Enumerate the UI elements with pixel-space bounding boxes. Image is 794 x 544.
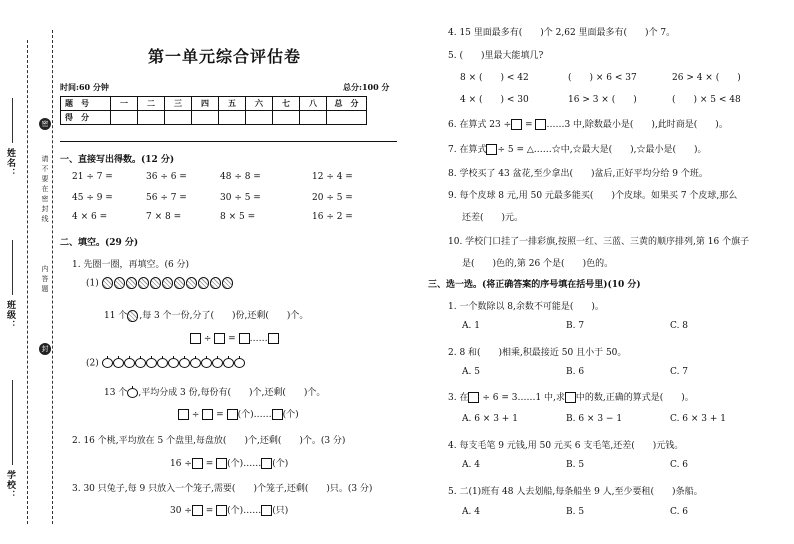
answer-box[interactable] — [178, 409, 189, 420]
q-text: 中的数,正确的算式是( )。 — [575, 393, 694, 403]
unit: (个) — [227, 459, 244, 469]
mc-option[interactable]: C. 8 — [670, 321, 689, 331]
inequality-item: 26 > 4 × ( ) — [672, 73, 741, 83]
apple-icon — [146, 358, 157, 368]
q-text: ÷ 6 = 3……1 中,求 — [482, 393, 565, 403]
apple-icon — [168, 358, 179, 368]
strawberry-icon — [127, 310, 138, 322]
calc-item: 56 ÷ 7 = — [146, 193, 187, 203]
apple-icon — [201, 358, 212, 368]
apple-icon — [179, 358, 190, 368]
mc-option[interactable]: B. 6 — [566, 367, 585, 377]
strawberry-icon — [126, 277, 137, 289]
calc-item: 20 ÷ 5 = — [312, 193, 353, 203]
question-2-10-line1: 10. 学校门口挂了一排彩旗,按照一红、三蓝、三黄的顺序排列,第 16 个旗子 — [448, 237, 750, 247]
answer-box[interactable] — [261, 458, 272, 469]
section-3-title: 三、选一选。(将正确答案的序号填在括号里)(10 分) — [428, 280, 641, 290]
inequality-item: 4 × ( ) < 30 — [460, 95, 529, 105]
mc-option[interactable]: C. 7 — [670, 367, 689, 377]
score-input-cell[interactable] — [300, 111, 327, 125]
score-input-cell[interactable] — [273, 111, 300, 125]
mc-question-3 — [448, 390, 694, 403]
answer-box[interactable] — [190, 333, 201, 344]
score-input-cell[interactable] — [138, 111, 165, 125]
score-cell: 五 — [219, 97, 246, 111]
q-text: 13 个 — [104, 388, 128, 398]
seal-mark-top: 密 — [39, 118, 51, 130]
division-equation-2 — [178, 407, 299, 420]
seal-notice-1: 请不要在密封线 — [41, 155, 49, 225]
calc-item: 45 ÷ 9 = — [72, 193, 113, 203]
q-text: ,平均分成 3 份,每份有( )个,还剩( )个。 — [138, 388, 326, 398]
eq-start: 30 ÷ — [170, 506, 192, 516]
inequality-item: 8 × ( ) < 42 — [460, 73, 529, 83]
strawberry-icon — [138, 277, 149, 289]
strawberry-icon — [150, 277, 161, 289]
eq-sign: = — [525, 120, 533, 130]
q-text: ÷ 5 = △……☆中,☆最大是( ),☆最小是( )。 — [497, 145, 707, 155]
section-1-title: 一、直接写出得数。(12 分) — [60, 155, 175, 165]
score-input-cell[interactable] — [327, 111, 367, 125]
eq-sign: = — [205, 459, 214, 469]
score-cell: 一 — [111, 97, 138, 111]
score-cell: 题 号 — [61, 97, 111, 111]
calc-item: 16 ÷ 2 = — [312, 212, 353, 222]
q-text: 7. 在算式 — [448, 145, 487, 155]
unit: (个) — [227, 506, 244, 516]
question-2-2: 2. 16 个桃,平均放在 5 个盘里,每盘放( )个,还剩( )个。(3 分) — [72, 436, 346, 446]
question-2-5: 5. ( )里最大能填几? — [448, 51, 544, 61]
answer-box[interactable] — [216, 505, 227, 516]
mc-question: 2. 8 和( )相乘,积最接近 50 且小于 50。 — [448, 348, 627, 358]
calc-item: 48 ÷ 8 = — [220, 172, 261, 182]
sub-label: (2) — [86, 358, 99, 369]
score-table — [60, 96, 367, 125]
calc-item: 12 ÷ 4 = — [312, 172, 353, 182]
mc-option[interactable]: A. 4 — [462, 460, 480, 470]
sub-label: (1) — [86, 278, 99, 289]
answer-box[interactable] — [214, 333, 225, 344]
question-2-6 — [448, 117, 728, 130]
apple-icon — [223, 358, 234, 368]
score-cell: 三 — [165, 97, 192, 111]
question-2-1-1 — [104, 308, 308, 322]
apple-row — [86, 358, 245, 369]
division-equation-4 — [170, 503, 288, 516]
score-table-score-row — [61, 111, 367, 125]
apple-icon — [234, 358, 245, 368]
q-text: 11 个 — [104, 311, 128, 321]
question-2-9-line1: 9. 每个皮球 8 元,用 50 元最多能买( )个皮球。如果买 7 个皮球,那么 — [448, 191, 738, 201]
mc-option[interactable]: C. 6 × 3 + 1 — [670, 414, 726, 424]
answer-box[interactable] — [227, 409, 238, 420]
apple-icon — [124, 358, 135, 368]
score-input-cell[interactable] — [192, 111, 219, 125]
eq-sign: = — [205, 506, 214, 516]
unit: (只) — [272, 506, 289, 516]
strawberry-row — [86, 277, 234, 289]
eq-sign: = — [216, 410, 224, 420]
strawberry-icon — [174, 277, 185, 289]
mc-option[interactable]: A. 4 — [462, 507, 480, 517]
strawberry-icon — [162, 277, 173, 289]
section-2-title: 二、填空。(29 分) — [60, 238, 139, 248]
answer-box[interactable] — [261, 505, 272, 516]
score-cell: 七 — [273, 97, 300, 111]
strawberry-icon — [114, 277, 125, 289]
unit: (个) — [272, 459, 289, 469]
unit: (个) — [282, 410, 299, 420]
score-cell: 六 — [246, 97, 273, 111]
apple-icon — [127, 388, 138, 398]
exam-time: 时间:60 分钟 — [60, 82, 109, 92]
answer-box[interactable] — [511, 119, 522, 130]
mc-option[interactable]: C. 6 — [670, 460, 689, 470]
answer-box[interactable] — [272, 409, 283, 420]
score-input-cell[interactable] — [165, 111, 192, 125]
mc-question: 1. 一个数除以 8,余数不可能是( )。 — [448, 302, 604, 312]
q-text: ,每 3 个一份,分了( )份,还剩( )个。 — [139, 311, 309, 321]
strawberry-icon — [210, 277, 221, 289]
score-input-cell[interactable] — [111, 111, 138, 125]
class-blank — [12, 240, 13, 295]
header-divider — [60, 141, 397, 142]
division-equation-3 — [170, 456, 288, 469]
dots: …… — [243, 506, 262, 516]
seal-line-inner — [52, 30, 53, 524]
div-sign: ÷ — [191, 410, 200, 420]
seal-mark-bottom: 封 — [39, 343, 51, 355]
question-2-8: 8. 学校买了 43 盆花,至少拿出( )盆后,正好平均分给 9 个班。 — [448, 169, 708, 179]
calc-item: 8 × 5 = — [220, 212, 256, 222]
eq-sign: = — [228, 334, 236, 344]
apple-icon — [190, 358, 201, 368]
score-cell: 八 — [300, 97, 327, 111]
mc-option[interactable]: B. 6 × 3 − 1 — [566, 414, 623, 424]
score-cell: 二 — [138, 97, 165, 111]
question-2-9-line2: 还差( )元。 — [462, 213, 524, 223]
question-2-3: 3. 30 只兔子,每 9 只放入一个笼子,需要( )个笼子,还剩( )只。(3 分) — [72, 484, 373, 494]
calc-item: 21 ÷ 7 = — [72, 172, 113, 182]
seal-line-outer — [27, 40, 28, 524]
inequality-item: ( ) × 6 < 37 — [568, 73, 637, 83]
mc-option[interactable]: A. 5 — [462, 367, 480, 377]
answer-box[interactable] — [216, 458, 227, 469]
binding-margin — [0, 0, 56, 544]
question-2-7 — [448, 142, 707, 155]
mc-question: 4. 每支毛笔 9 元钱,用 50 元买 6 支毛笔,还差( )元钱。 — [448, 441, 684, 451]
strawberry-icon — [102, 277, 113, 289]
question-2-10-line2: 是( )色的,第 26 个是( )色的。 — [462, 259, 614, 269]
answer-box[interactable] — [565, 392, 576, 403]
inequality-item: 16 > 3 × ( ) — [568, 95, 637, 105]
strawberry-icon — [222, 277, 233, 289]
mc-option[interactable]: B. 7 — [566, 321, 585, 331]
calc-item: 30 ÷ 5 = — [220, 193, 261, 203]
division-equation-1 — [190, 333, 279, 344]
answer-box[interactable] — [268, 333, 279, 344]
calc-item: 7 × 8 = — [146, 212, 182, 222]
score-input-cell[interactable] — [246, 111, 273, 125]
answer-box[interactable] — [486, 144, 497, 155]
strawberry-icon — [186, 277, 197, 289]
answer-box[interactable] — [192, 505, 203, 516]
unit: (个) — [237, 410, 254, 420]
q-text: 6. 在算式 23 ÷ — [448, 120, 512, 130]
question-2-4: 4. 15 里面最多有( )个 2,62 里面最多有( )个 7。 — [448, 28, 676, 38]
apple-icon — [102, 358, 113, 368]
score-cell: 得 分 — [61, 111, 111, 125]
calc-item: 4 × 6 = — [72, 212, 108, 222]
answer-box[interactable] — [202, 409, 213, 420]
class-label: 班级： — [5, 300, 15, 330]
mc-question: 5. 二(1)班有 48 人去划船,每条船坐 9 人,至少要租( )条船。 — [448, 487, 703, 497]
question-2-1: 1. 先圈一圈，再填空。(6 分) — [72, 260, 190, 270]
strawberry-icon — [198, 277, 209, 289]
calc-item: 36 ÷ 6 = — [146, 172, 187, 182]
mc-option[interactable]: C. 6 — [670, 507, 689, 517]
score-cell: 四 — [192, 97, 219, 111]
mc-option[interactable]: B. 5 — [566, 460, 585, 470]
school-blank — [12, 380, 13, 465]
inequality-item: ( ) × 5 < 48 — [672, 95, 741, 105]
dots: …… — [243, 459, 262, 469]
mc-option[interactable]: A. 6 × 3 + 1 — [462, 414, 518, 424]
dots: …… — [253, 410, 272, 420]
score-table-header-row — [61, 97, 367, 111]
apple-icon — [212, 358, 223, 368]
mc-option[interactable]: B. 5 — [566, 507, 585, 517]
apple-icon — [113, 358, 124, 368]
seal-notice-2: 内答题 — [41, 265, 49, 295]
school-label: 学校： — [5, 470, 15, 500]
question-2-1-2 — [104, 385, 325, 398]
q-text: ……3 中,除数最小是( ),此时商是( )。 — [546, 120, 728, 130]
mc-option[interactable]: A. 1 — [462, 321, 480, 331]
exam-total: 总分:100 分 — [343, 82, 390, 92]
name-blank — [12, 98, 13, 143]
page-title: 第一单元综合评估卷 — [148, 47, 302, 66]
apple-icon — [135, 358, 146, 368]
score-input-cell[interactable] — [219, 111, 246, 125]
dots: …… — [249, 334, 268, 344]
apple-icon — [157, 358, 168, 368]
answer-box[interactable] — [192, 458, 203, 469]
answer-box[interactable] — [239, 333, 250, 344]
q-text: 3. 在 — [448, 393, 469, 403]
answer-box[interactable] — [468, 392, 479, 403]
name-label: 姓名： — [5, 148, 15, 178]
answer-box[interactable] — [535, 119, 546, 130]
score-cell: 总 分 — [327, 97, 367, 111]
div-sign: ÷ — [203, 334, 212, 344]
eq-start: 16 ÷ — [170, 459, 192, 469]
